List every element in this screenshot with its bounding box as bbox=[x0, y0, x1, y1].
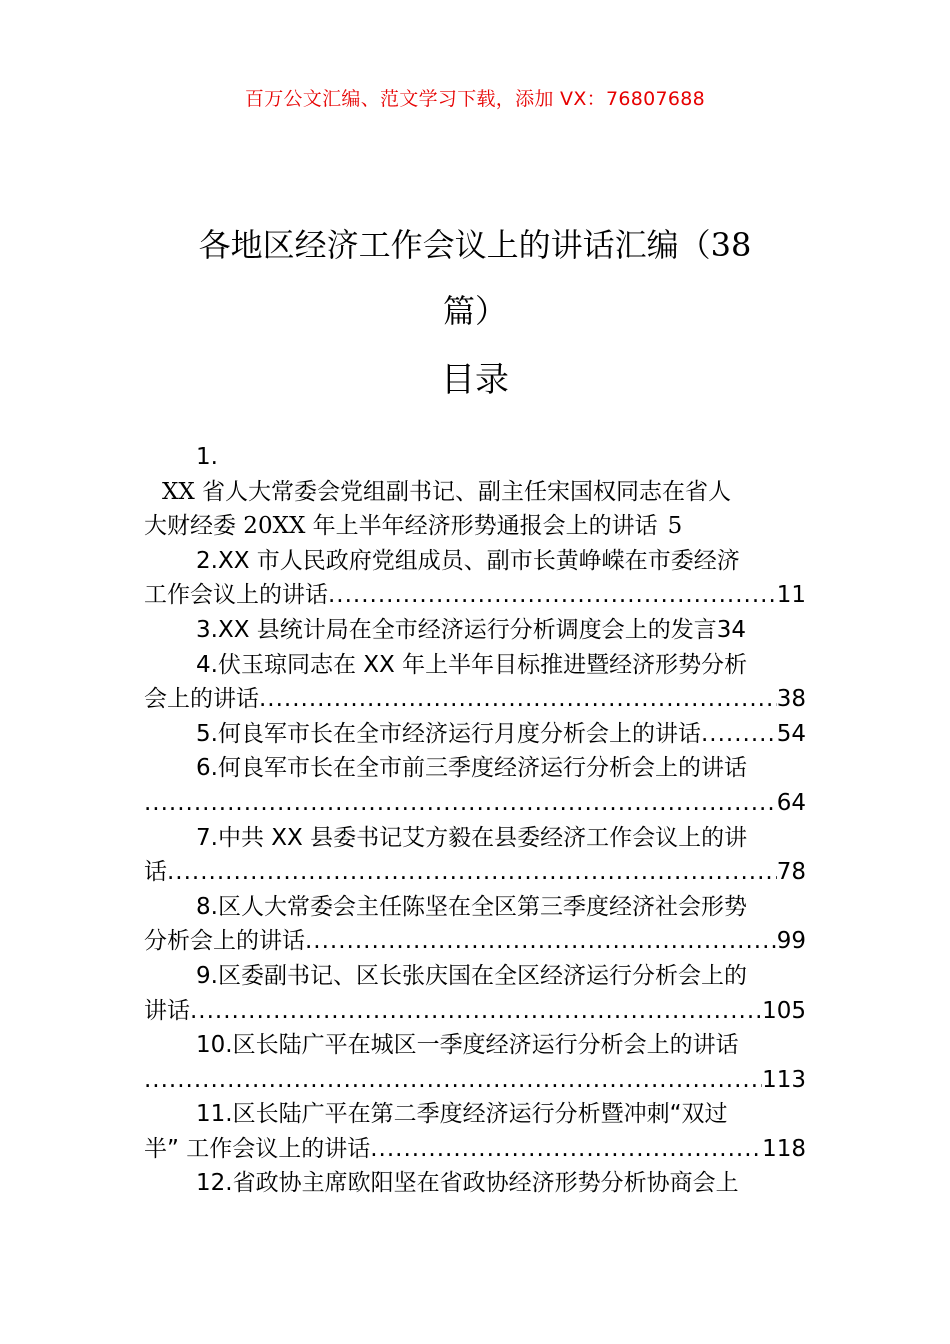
dot-leader bbox=[305, 924, 777, 959]
title-line-1: 各地区经济工作会议上的讲话汇编（ bbox=[198, 226, 711, 264]
toc-entry-11[interactable] bbox=[144, 1097, 806, 1166]
toc-entry-leader-line bbox=[144, 994, 806, 1029]
title-count: 38 bbox=[710, 226, 752, 264]
title-line-2: 篇） bbox=[442, 292, 507, 330]
toc-entry-page: 113 bbox=[762, 1066, 806, 1093]
toc-entry-title-line: 8.区人大常委会主任陈坚在全区第三季度经济社会形势 bbox=[196, 893, 747, 920]
toc-entry-leader-line bbox=[144, 855, 806, 890]
toc-entry-title-line: 11.区长陆广平在第二季度经济运行分析暨冲刺“双过 bbox=[196, 1101, 728, 1128]
toc-entry-page: 105 bbox=[762, 997, 806, 1024]
toc-entry-page: 99 bbox=[776, 928, 806, 955]
toc-entry-1[interactable] bbox=[144, 440, 806, 544]
toc-entry-leader-line bbox=[144, 717, 806, 752]
toc-entry-number: 1. bbox=[196, 444, 218, 470]
toc-entry-title-line bbox=[144, 613, 806, 648]
toc-entry-page: 34 bbox=[716, 616, 747, 643]
toc-entry-title-text: 3.XX 县统计局在全市经济运行分析调度会上的发言 bbox=[196, 616, 717, 643]
toc-entry-page: 5 bbox=[667, 513, 683, 540]
toc-entry-page: 38 bbox=[776, 686, 806, 713]
toc-entry-leader-line bbox=[144, 578, 806, 613]
toc-entry-leader-line bbox=[144, 924, 806, 959]
toc-entry-title-line bbox=[144, 509, 806, 544]
toc-entry-title-text: 会上的讲话 bbox=[144, 686, 259, 713]
toc-entry-5[interactable] bbox=[144, 717, 806, 752]
toc-entry-3[interactable] bbox=[144, 613, 806, 648]
toc-entry-title-line: 10.区长陆广平在城区一季度经济运行分析会上的讲话 bbox=[196, 1032, 739, 1059]
toc-entry-leader-line bbox=[144, 786, 806, 821]
toc-entry-title-line: XX 省人大常委会党组副书记、副主任宋国权同志在省人 bbox=[162, 478, 732, 505]
toc-entry-title-line: 2.XX 市人民政府党组成员、副市长黄峥嵘在市委经济 bbox=[196, 547, 740, 574]
toc-entry-title-line: 12.省政协主席欧阳坚在省政协经济形势分析协商会上 bbox=[196, 1170, 739, 1197]
toc-entry-leader-line bbox=[144, 682, 806, 717]
dot-leader bbox=[370, 1132, 762, 1167]
dot-leader bbox=[701, 717, 777, 752]
toc-entry-12[interactable] bbox=[144, 1166, 806, 1201]
toc-entry-2[interactable] bbox=[144, 544, 806, 613]
toc-entry-4[interactable] bbox=[144, 648, 806, 717]
toc-entry-page: 78 bbox=[776, 859, 806, 886]
toc-entry-title-line: 4.伏玉琼同志在 XX 年上半年目标推进暨经济形势分析 bbox=[196, 651, 748, 678]
table-of-contents bbox=[144, 440, 806, 1201]
toc-entry-title-text: 半” 工作会议上的讲话 bbox=[144, 1135, 371, 1162]
toc-heading: 目录 bbox=[441, 360, 509, 400]
dot-leader bbox=[259, 682, 777, 717]
dot-leader bbox=[328, 578, 777, 613]
toc-entry-8[interactable] bbox=[144, 890, 806, 959]
toc-entry-title-text: 大财经委 20XX 年上半年经济形势通报会上的讲话 bbox=[144, 513, 658, 540]
dot-leader bbox=[190, 994, 762, 1029]
toc-entry-page: 11 bbox=[776, 582, 806, 609]
toc-entry-title-text: 分析会上的讲话 bbox=[144, 928, 305, 955]
toc-entry-title-line: 9.区委副书记、区长张庆国在全区经济运行分析会上的 bbox=[196, 962, 747, 989]
toc-entry-leader-line bbox=[144, 1063, 806, 1098]
toc-entry-title-line: 6.何良军市长在全市前三季度经济运行分析会上的讲话 bbox=[196, 755, 747, 782]
toc-entry-page: 118 bbox=[762, 1135, 806, 1162]
dot-leader bbox=[144, 786, 777, 821]
document-title bbox=[150, 212, 800, 344]
toc-entry-7[interactable] bbox=[144, 821, 806, 890]
header-download-note: 百万公文汇编、范文学习下载，添加 VX：76807688 bbox=[244, 88, 706, 110]
toc-entry-title-text: 工作会议上的讲话 bbox=[144, 582, 328, 609]
toc-entry-title-text: 话 bbox=[144, 859, 167, 886]
toc-entry-title-text: 5.何良军市长在全市经济运行月度分析会上的讲话 bbox=[196, 720, 701, 747]
dot-leader bbox=[144, 1063, 762, 1098]
toc-entry-title-line: 7.中共 XX 县委书记艾方毅在县委经济工作会议上的讲 bbox=[196, 824, 748, 851]
toc-entry-6[interactable] bbox=[144, 751, 806, 820]
toc-entry-page: 54 bbox=[776, 720, 806, 747]
toc-entry-leader-line bbox=[144, 1132, 806, 1167]
dot-leader bbox=[167, 855, 777, 890]
toc-entry-9[interactable] bbox=[144, 959, 806, 1028]
toc-entry-10[interactable] bbox=[144, 1028, 806, 1097]
toc-entry-page: 64 bbox=[776, 789, 806, 816]
toc-entry-title-text: 讲话 bbox=[144, 997, 190, 1024]
